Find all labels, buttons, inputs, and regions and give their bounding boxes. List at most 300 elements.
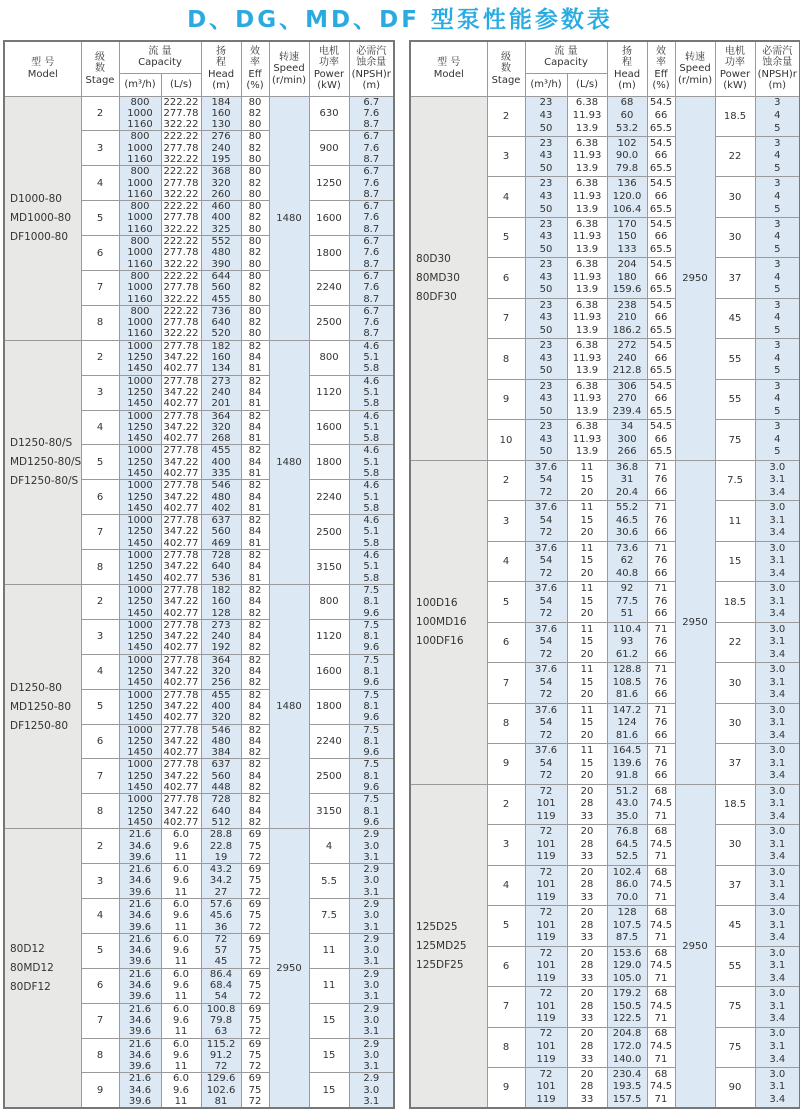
- head-value: 270: [617, 393, 637, 405]
- head-value: 61.2: [615, 648, 639, 660]
- flow-ls-cell: [567, 136, 607, 176]
- npsh-value: 5: [774, 324, 781, 336]
- head-cell: [201, 201, 241, 236]
- flow-ls-value: 15: [580, 474, 594, 486]
- eff-value: 72: [248, 886, 262, 898]
- flow-m3h-value: 72: [539, 527, 553, 539]
- flow-m3h-cell: [525, 177, 567, 217]
- flow-ls-value: 402.77: [163, 398, 199, 410]
- npsh-value: 8.7: [363, 119, 380, 131]
- eff-value: 82: [248, 107, 262, 119]
- flow-ls-value: 20: [580, 947, 594, 959]
- npsh-value: 4.6: [363, 375, 380, 387]
- stage-cell: 7: [81, 1003, 119, 1038]
- npsh-value: 2.9: [363, 968, 380, 980]
- stage-cell: 2: [81, 340, 119, 375]
- flow-m3h-value: 72: [539, 785, 553, 797]
- page-title: D、DG、MD、DF 型泵性能参数表: [187, 7, 613, 33]
- flow-m3h-value: 54: [539, 757, 553, 769]
- flow-ls-cell: [161, 898, 201, 933]
- flow-ls-value: 322.22: [163, 223, 199, 235]
- eff-value: 71: [654, 542, 668, 554]
- flow-m3h-value: 39.6: [128, 921, 152, 933]
- power-cell: 30: [715, 217, 755, 257]
- eff-cell: [647, 906, 675, 946]
- eff-cell: [647, 582, 675, 622]
- model-name: 80D12: [10, 943, 45, 956]
- col-header-head-line: (m): [618, 80, 636, 92]
- flow-m3h-value: 39.6: [128, 1026, 152, 1038]
- flow-ls-value: 15: [580, 636, 594, 648]
- npsh-value: 3.0: [769, 866, 786, 878]
- eff-cell: [647, 622, 675, 662]
- head-value: 184: [211, 96, 231, 108]
- head-value: 300: [617, 433, 637, 445]
- flow-m3h-cell: [119, 933, 161, 968]
- npsh-value: 2.9: [363, 933, 380, 945]
- flow-m3h-value: 34.6: [128, 1014, 152, 1026]
- eff-value: 82: [248, 677, 262, 689]
- stage-cell: 5: [81, 445, 119, 480]
- head-value: 19: [214, 851, 228, 863]
- eff-cell: [647, 703, 675, 743]
- power-cell: 18.5: [715, 582, 755, 622]
- flow-ls-value: 402.77: [163, 747, 199, 759]
- flow-ls-value: 6.38: [575, 340, 599, 352]
- flow-m3h-value: 72: [539, 866, 553, 878]
- head-cell: [607, 703, 647, 743]
- flow-m3h-value: 1250: [127, 352, 153, 364]
- flow-m3h-value: 101: [536, 838, 556, 850]
- npsh-cell: [755, 258, 800, 298]
- flow-m3h-value: 119: [536, 1053, 556, 1065]
- flow-ls-value: 402.77: [163, 642, 199, 654]
- flow-ls-value: 222.22: [163, 96, 199, 108]
- flow-m3h-cell: [525, 582, 567, 622]
- flow-ls-cell: [161, 1038, 201, 1073]
- head-value: 124: [617, 717, 637, 729]
- npsh-value: 4.6: [363, 515, 380, 527]
- head-cell: [607, 379, 647, 419]
- power-cell: 5.5: [309, 864, 349, 899]
- npsh-cell: [755, 298, 800, 338]
- eff-value: 80: [248, 96, 262, 108]
- eff-value: 65.5: [649, 405, 673, 417]
- eff-cell: [647, 825, 675, 865]
- flow-m3h-value: 43: [539, 312, 553, 324]
- npsh-value: 8.1: [363, 700, 380, 712]
- npsh-value: 4: [774, 190, 781, 202]
- head-value: 364: [211, 410, 231, 422]
- flow-ls-value: 11.93: [572, 433, 602, 445]
- npsh-value: 3.4: [769, 851, 786, 863]
- flow-ls-value: 33: [580, 1094, 594, 1106]
- npsh-value: 3: [774, 340, 781, 352]
- eff-value: 65.5: [649, 243, 673, 255]
- power-cell: 1600: [309, 654, 349, 689]
- head-value: 637: [211, 515, 231, 527]
- eff-value: 69: [248, 864, 262, 876]
- flow-m3h-value: 23: [539, 340, 553, 352]
- flow-m3h-cell: [525, 501, 567, 541]
- flow-m3h-cell: [119, 236, 161, 271]
- col-header-head: [201, 41, 241, 96]
- flow-ls-value: 15: [580, 514, 594, 526]
- head-cell: [607, 622, 647, 662]
- eff-value: 65.5: [649, 284, 673, 296]
- npsh-value: 3.1: [363, 1026, 380, 1038]
- head-value: 120.0: [612, 190, 642, 202]
- stage-row: [4, 584, 394, 619]
- flow-m3h-cell: [525, 420, 567, 460]
- head-value: 92: [620, 583, 634, 595]
- model-name: 80DF12: [10, 981, 51, 994]
- stage-cell: 8: [81, 305, 119, 340]
- npsh-value: 5.8: [363, 502, 380, 514]
- npsh-value: 6.7: [363, 131, 380, 143]
- flow-m3h-value: 50: [539, 365, 553, 377]
- eff-value: 80: [248, 119, 262, 131]
- flow-m3h-value: 800: [130, 96, 150, 108]
- npsh-cell: [349, 968, 394, 1003]
- npsh-cell: [755, 420, 800, 460]
- col-header-model-line: 型 号: [31, 57, 55, 69]
- eff-value: 82: [248, 584, 262, 596]
- flow-ls-value: 277.78: [163, 619, 199, 631]
- col-header-power: [309, 41, 349, 96]
- eff-value: 75: [248, 875, 262, 887]
- flow-m3h-cell: [119, 445, 161, 480]
- model-name: MD1000-80: [10, 212, 72, 225]
- npsh-value: 5.8: [363, 468, 380, 479]
- flow-m3h-value: 23: [539, 380, 553, 392]
- head-value: 31: [620, 474, 634, 486]
- head-value: 728: [211, 550, 231, 562]
- flow-m3h-value: 72: [539, 648, 553, 660]
- col-header-speed: [269, 41, 309, 96]
- head-value: 81.6: [615, 729, 639, 741]
- flow-m3h-value: 1250: [127, 596, 153, 608]
- flow-ls-value: 11.93: [572, 352, 602, 364]
- npsh-value: 4.6: [363, 340, 380, 352]
- npsh-cell: [349, 410, 394, 445]
- flow-m3h-value: 800: [130, 236, 150, 248]
- power-cell: 2240: [309, 724, 349, 759]
- flow-ls-cell: [161, 968, 201, 1003]
- eff-value: 74.5: [649, 879, 673, 891]
- eff-value: 82: [248, 794, 262, 806]
- eff-cell: [241, 794, 269, 829]
- power-cell: 30: [715, 825, 755, 865]
- head-cell: [607, 541, 647, 581]
- power-cell: 11: [309, 968, 349, 1003]
- npsh-value: 3.4: [769, 608, 786, 620]
- eff-value: 75: [248, 980, 262, 992]
- flow-m3h-cell: [525, 460, 567, 500]
- flow-m3h-value: 50: [539, 163, 553, 175]
- flow-m3h-value: 23: [539, 421, 553, 433]
- npsh-value: 5: [774, 405, 781, 417]
- flow-m3h-value: 1000: [127, 410, 153, 422]
- power-cell: 75: [715, 420, 755, 460]
- flow-ls-value: 347.22: [163, 386, 199, 398]
- col-header-npsh: [349, 41, 394, 96]
- flow-ls-value: 6.0: [173, 933, 189, 945]
- flow-m3h-value: 1450: [127, 816, 153, 828]
- flow-m3h-cell: [119, 480, 161, 515]
- flow-m3h-value: 54: [539, 636, 553, 648]
- npsh-value: 8.7: [363, 258, 380, 270]
- npsh-cell: [349, 236, 394, 271]
- flow-m3h-value: 1160: [127, 188, 153, 200]
- npsh-value: 7.5: [363, 689, 380, 701]
- eff-value: 72: [248, 1061, 262, 1073]
- flow-m3h-value: 1250: [127, 491, 153, 503]
- flow-ls-value: 11: [174, 956, 188, 968]
- eff-value: 71: [654, 664, 668, 676]
- flow-ls-value: 322.22: [163, 119, 199, 131]
- head-value: 79.8: [615, 163, 639, 175]
- flow-m3h-value: 43: [539, 393, 553, 405]
- npsh-value: 7.6: [363, 247, 380, 259]
- flow-m3h-value: 119: [536, 1094, 556, 1106]
- flow-ls-cell: [567, 96, 607, 136]
- npsh-value: 3.0: [769, 988, 786, 999]
- stage-row: [410, 784, 800, 824]
- flow-m3h-value: 800: [130, 270, 150, 282]
- stage-cell: 8: [487, 1027, 525, 1067]
- eff-value: 66: [654, 231, 668, 243]
- flow-ls-value: 277.78: [163, 724, 199, 736]
- flow-m3h-value: 21.6: [128, 864, 152, 876]
- flow-m3h-value: 1250: [127, 456, 153, 468]
- flow-m3h-cell: [119, 968, 161, 1003]
- flow-ls-cell: [161, 619, 201, 654]
- flow-m3h-value: 50: [539, 243, 553, 255]
- head-cell: [201, 236, 241, 271]
- flow-ls-value: 347.22: [163, 805, 199, 817]
- npsh-value: 3: [774, 299, 781, 311]
- head-value: 77.5: [615, 595, 639, 607]
- eff-value: 66: [654, 486, 668, 498]
- flow-m3h-value: 1250: [127, 386, 153, 398]
- stage-cell: 3: [81, 131, 119, 166]
- eff-value: 80: [248, 223, 262, 235]
- eff-value: 68: [654, 1028, 668, 1040]
- flow-m3h-value: 1000: [127, 445, 153, 457]
- eff-value: 76: [654, 514, 668, 526]
- stage-cell: 3: [487, 825, 525, 865]
- flow-m3h-value: 72: [539, 1028, 553, 1040]
- head-value: 36.8: [615, 461, 639, 473]
- npsh-value: 3.1: [769, 838, 786, 850]
- flow-ls-value: 6.38: [575, 299, 599, 311]
- head-value: 455: [211, 445, 231, 457]
- npsh-value: 3.0: [363, 980, 380, 992]
- head-value: 60: [620, 109, 634, 121]
- flow-m3h-value: 119: [536, 972, 556, 984]
- flow-m3h-value: 1250: [127, 770, 153, 782]
- stage-cell: 7: [487, 298, 525, 338]
- head-value: 560: [211, 770, 231, 782]
- flow-m3h-cell: [119, 898, 161, 933]
- flow-m3h-cell: [525, 987, 567, 1027]
- head-value: 102: [617, 137, 637, 149]
- flow-m3h-value: 43: [539, 231, 553, 243]
- head-cell: [607, 1068, 647, 1109]
- power-cell: 30: [715, 177, 755, 217]
- col-header-eff-line: 效: [250, 45, 261, 57]
- npsh-value: 9.6: [363, 677, 380, 689]
- head-value: 34: [620, 421, 634, 433]
- flow-m3h-cell: [119, 864, 161, 899]
- col-header-head-line: (m): [212, 80, 230, 92]
- flow-m3h-value: 1450: [127, 502, 153, 514]
- flow-ls-cell: [161, 445, 201, 480]
- col-header-eff-line: 效: [656, 45, 667, 57]
- eff-value: 82: [248, 445, 262, 457]
- flow-m3h-value: 1000: [127, 654, 153, 666]
- power-cell: 15: [309, 1003, 349, 1038]
- head-value: 55.2: [615, 502, 639, 514]
- flow-m3h-value: 37.6: [534, 583, 558, 595]
- stage-cell: 10: [487, 420, 525, 460]
- stage-cell: 5: [81, 933, 119, 968]
- head-value: 157.5: [612, 1094, 642, 1106]
- npsh-value: 4.6: [363, 445, 380, 457]
- head-value: 70.0: [615, 891, 639, 903]
- flow-m3h-value: 1250: [127, 805, 153, 817]
- npsh-value: 7.5: [363, 759, 380, 771]
- flow-ls-value: 9.6: [173, 1084, 189, 1096]
- head-cell: [201, 933, 241, 968]
- flow-m3h-value: 34.6: [128, 1049, 152, 1061]
- stage-cell: 9: [487, 379, 525, 419]
- head-cell: [201, 654, 241, 689]
- flow-ls-value: 6.38: [575, 178, 599, 190]
- col-header-capacity-line: 流 量: [148, 45, 172, 57]
- eff-value: 84: [248, 386, 262, 398]
- head-cell: [607, 946, 647, 986]
- eff-cell: [647, 1068, 675, 1109]
- head-value: 201: [211, 398, 231, 410]
- power-cell: 55: [715, 379, 755, 419]
- tables-container: [0, 40, 800, 1109]
- npsh-value: 5.1: [363, 456, 380, 468]
- npsh-cell: [349, 898, 394, 933]
- flow-ls-cell: [567, 987, 607, 1027]
- flow-ls-value: 20: [580, 729, 594, 741]
- stage-cell: 8: [81, 1038, 119, 1073]
- flow-m3h-value: 21.6: [128, 968, 152, 980]
- eff-value: 84: [248, 526, 262, 538]
- head-value: 268: [211, 433, 231, 445]
- npsh-value: 3.4: [769, 1053, 786, 1065]
- head-value: 93: [620, 636, 634, 648]
- flow-m3h-cell: [525, 703, 567, 743]
- npsh-value: 4: [774, 271, 781, 283]
- flow-m3h-value: 119: [536, 851, 556, 863]
- flow-m3h-value: 23: [539, 218, 553, 230]
- eff-value: 65.5: [649, 163, 673, 175]
- flow-ls-value: 15: [580, 676, 594, 688]
- eff-value: 75: [248, 945, 262, 957]
- flow-ls-cell: [567, 784, 607, 824]
- eff-cell: [241, 968, 269, 1003]
- flow-m3h-value: 1160: [127, 258, 153, 270]
- flow-m3h-value: 1250: [127, 526, 153, 538]
- flow-m3h-value: 1000: [127, 759, 153, 771]
- stage-cell: 5: [81, 201, 119, 236]
- flow-ls-value: 11: [174, 921, 188, 933]
- npsh-cell: [349, 794, 394, 829]
- head-value: 448: [211, 782, 231, 794]
- col-header-npsh: [755, 41, 800, 96]
- power-cell: 18.5: [715, 784, 755, 824]
- col-header-stage: [487, 41, 525, 96]
- flow-m3h-cell: [119, 270, 161, 305]
- head-value: 320: [211, 712, 231, 724]
- eff-value: 68: [654, 1068, 668, 1080]
- flow-m3h-value: 1450: [127, 572, 153, 584]
- npsh-cell: [349, 1038, 394, 1073]
- flow-m3h-cell: [525, 622, 567, 662]
- head-value: 560: [211, 526, 231, 538]
- flow-m3h-value: 43: [539, 109, 553, 121]
- flow-ls-cell: [161, 1003, 201, 1038]
- head-cell: [201, 515, 241, 550]
- head-cell: [201, 375, 241, 410]
- eff-value: 72: [248, 956, 262, 968]
- head-value: 640: [211, 561, 231, 573]
- npsh-value: 3.0: [769, 745, 786, 757]
- flow-m3h-cell: [119, 375, 161, 410]
- col-header-speed-line: Speed: [679, 63, 711, 74]
- npsh-cell: [349, 933, 394, 968]
- eff-cell: [647, 460, 675, 500]
- npsh-value: 7.6: [363, 142, 380, 154]
- flow-m3h-value: 1450: [127, 782, 153, 794]
- flow-m3h-value: 1250: [127, 700, 153, 712]
- flow-m3h-value: 34.6: [128, 875, 152, 887]
- flow-ls-value: 20: [580, 866, 594, 878]
- npsh-value: 3.1: [769, 879, 786, 891]
- npsh-value: 8.7: [363, 328, 380, 340]
- col-header-npsh-line: (m): [362, 80, 381, 92]
- npsh-value: 5.8: [363, 363, 380, 375]
- eff-cell: [241, 340, 269, 375]
- eff-value: 71: [654, 704, 668, 716]
- flow-ls-cell: [567, 420, 607, 460]
- flow-ls-value: 6.0: [173, 968, 189, 980]
- head-value: 640: [211, 805, 231, 817]
- npsh-cell: [755, 177, 800, 217]
- npsh-value: 3: [774, 218, 781, 230]
- flow-ls-cell: [567, 541, 607, 581]
- flow-ls-value: 347.22: [163, 421, 199, 433]
- eff-value: 66: [654, 433, 668, 445]
- flow-ls-value: 6.0: [173, 898, 189, 910]
- flow-m3h-value: 54: [539, 717, 553, 729]
- col-header-speed: [675, 41, 715, 96]
- npsh-value: 6.7: [363, 201, 380, 213]
- head-value: 45.6: [209, 910, 233, 922]
- head-value: 195: [211, 153, 231, 165]
- flow-ls-cell: [567, 946, 607, 986]
- power-cell: 2240: [309, 480, 349, 515]
- head-cell: [201, 1073, 241, 1108]
- eff-value: 68: [654, 785, 668, 797]
